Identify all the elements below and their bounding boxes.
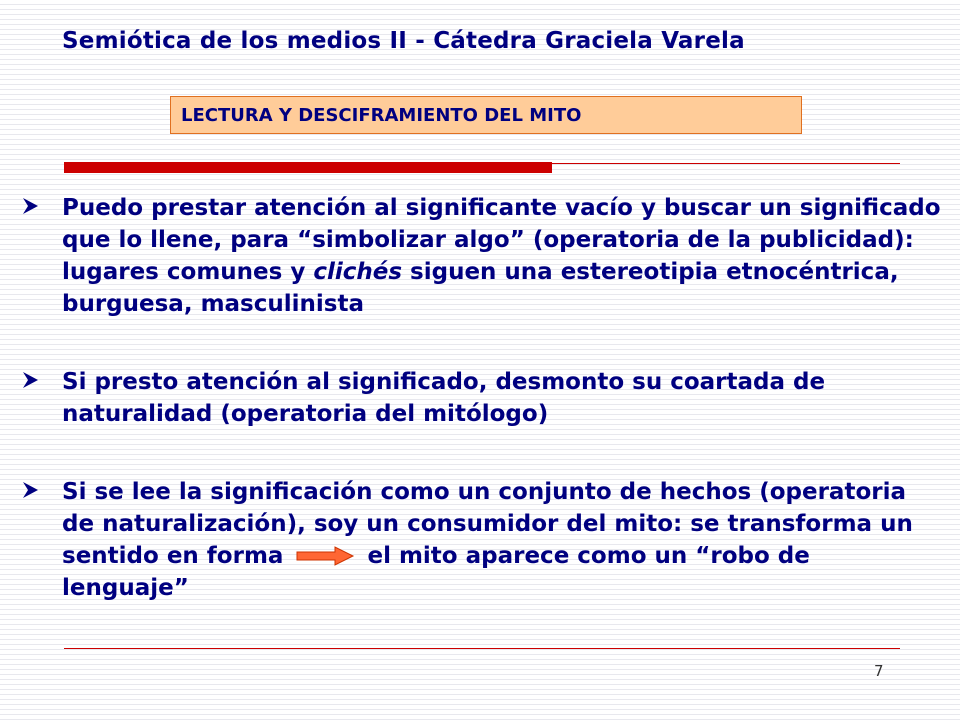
- red-accent-bar: [64, 162, 552, 173]
- red-accent-line: [552, 163, 900, 164]
- subtitle-text: LECTURA Y DESCIFRAMIENTO DEL MITO: [181, 105, 582, 126]
- slide-title: Semiótica de los medios II - Cátedra Graciela Varela: [62, 28, 745, 54]
- bullet-item-1: [62, 192, 942, 320]
- right-arrow-icon: [295, 546, 355, 566]
- arrowhead-bullet-icon: [20, 370, 40, 390]
- bullet-text-1-italic: clichés: [313, 259, 403, 285]
- arrowhead-bullet-icon: [20, 196, 40, 216]
- bullet-text-1a: Puedo prestar atención al significante vacío y buscar un significado que lo llene, para “simbolizar algo” (operatoria de la publicidad): lugares comunes y: [62, 195, 941, 285]
- bullet-item-2: [62, 366, 942, 430]
- arrowhead-bullet-icon: [20, 480, 40, 500]
- bullet-text-1b: siguen una estereotipia etnocéntrica, burguesa, masculinista: [62, 259, 899, 317]
- bullet-text-2: Si presto atención al significado, desmonto su coartada de naturalidad (operatoria del mitólogo): [62, 369, 826, 427]
- subtitle-box: [170, 96, 802, 134]
- footer-divider-line: [64, 648, 900, 649]
- bullet-text-3b: el mito aparece como un “robo de lenguaje”: [62, 543, 810, 601]
- page-number: 7: [874, 662, 884, 680]
- bullet-item-3: [62, 476, 942, 604]
- bullet-text-3a: Si se lee la significación como un conjunto de hechos (operatoria de naturalización), soy un consumidor del mito: se transforma un sentido en forma: [62, 479, 913, 569]
